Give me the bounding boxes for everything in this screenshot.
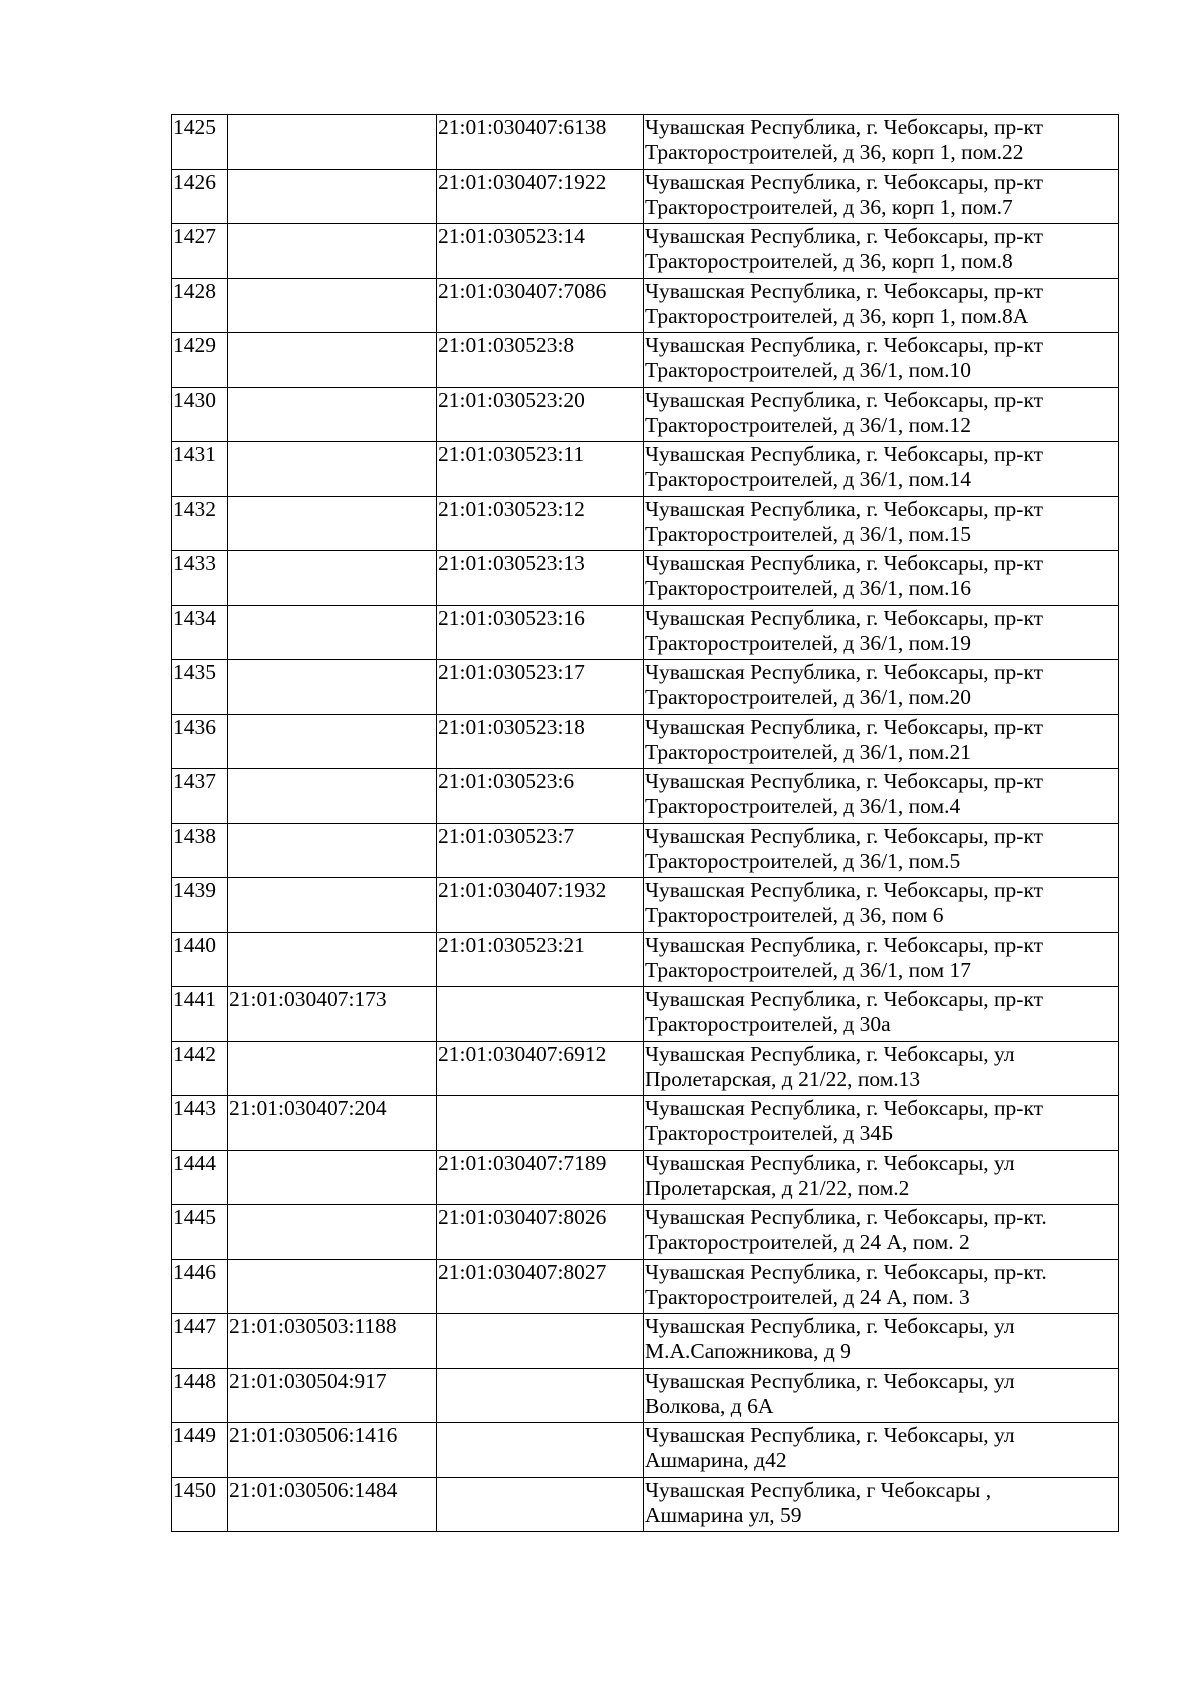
object-cadastral-number-cell: 21:01:030523:20 (437, 387, 644, 442)
table-row (172, 823, 1119, 878)
land-cadastral-number-cell (228, 551, 437, 606)
object-cadastral-number-cell: 21:01:030523:14 (437, 224, 644, 279)
table-row (172, 115, 1119, 170)
object-cadastral-number-cell: 21:01:030523:17 (437, 660, 644, 715)
row-number-cell: 1445 (172, 1205, 228, 1260)
address-cell (644, 278, 1119, 333)
address-cell (644, 769, 1119, 824)
land-cadastral-number-cell (228, 714, 437, 769)
address-line: Тракторостроителей, д 36, корп 1, пом.7 (645, 194, 1013, 219)
address-line: Ашмарина, д42 (645, 1448, 787, 1472)
address-line: Чувашская Республика, г. Чебоксары, пр-кт (645, 333, 1044, 357)
land-cadastral-number-cell: 21:01:030407:173 (228, 987, 437, 1042)
address-line: Тракторостроителей, д 24 А, пом. 3 (645, 1284, 970, 1309)
address-cell (644, 1314, 1119, 1369)
row-number-cell: 1448 (172, 1368, 228, 1423)
object-cadastral-number-cell: 21:01:030523:12 (437, 496, 644, 551)
address-line: Чувашская Республика, г. Чебоксары, пр-кт (645, 496, 1044, 521)
land-cadastral-number-cell (228, 1041, 437, 1096)
address-line: Тракторостроителей, д 34Б (645, 1121, 894, 1145)
land-cadastral-number-cell (228, 1150, 437, 1205)
address-line: Чувашская Республика, г. Чебоксары, пр-кт (645, 1096, 1044, 1120)
object-cadastral-number-cell: 21:01:030523:13 (437, 551, 644, 606)
address-line: Тракторостроителей, д 36/1, пом.19 (645, 630, 971, 655)
address-cell (644, 1477, 1119, 1532)
table-row (172, 551, 1119, 606)
address-line: Тракторостроителей, д 24 А, пом. 2 (645, 1230, 970, 1254)
table-row (172, 1259, 1119, 1314)
address-line: Чувашская Республика, г. Чебоксары, ул (645, 1150, 1015, 1175)
address-cell (644, 496, 1119, 551)
table-row (172, 1041, 1119, 1096)
land-cadastral-number-cell (228, 333, 437, 388)
row-number-cell: 1450 (172, 1477, 228, 1532)
object-cadastral-number-cell (437, 1423, 644, 1478)
object-cadastral-number-cell: 21:01:030523:8 (437, 333, 644, 388)
table-row (172, 224, 1119, 279)
object-cadastral-number-cell (437, 1314, 644, 1369)
row-number-cell: 1436 (172, 714, 228, 769)
land-cadastral-number-cell (228, 169, 437, 224)
table-row (172, 878, 1119, 933)
address-line: Чувашская Республика, г. Чебоксары, пр-кт (645, 823, 1044, 848)
table-row (172, 1368, 1119, 1423)
table-row (172, 278, 1119, 333)
table-row (172, 660, 1119, 715)
address-line: Тракторостроителей, д 36/1, пом.15 (645, 521, 971, 546)
address-line: Пролетарская, д 21/22, пом.2 (645, 1175, 910, 1200)
registry-table (171, 114, 1119, 1532)
address-line: Чувашская Республика, г. Чебоксары, ул (645, 1314, 1015, 1338)
address-cell (644, 714, 1119, 769)
table-row (172, 769, 1119, 824)
address-line: Тракторостроителей, д 36, корп 1, пом.8 (645, 249, 1013, 273)
table-row (172, 496, 1119, 551)
address-line: Тракторостроителей, д 36/1, пом.14 (645, 467, 971, 491)
object-cadastral-number-cell (437, 1477, 644, 1532)
row-number-cell: 1440 (172, 932, 228, 987)
address-line: Чувашская Республика, г. Чебоксары, пр-кт (645, 605, 1044, 630)
row-number-cell: 1441 (172, 987, 228, 1042)
address-cell (644, 1150, 1119, 1205)
row-number-cell: 1435 (172, 660, 228, 715)
address-line: Чувашская Республика, г. Чебоксары, пр-кт (645, 278, 1044, 303)
address-line: Тракторостроителей, д 36, корп 1, пом.22 (645, 140, 1024, 164)
address-line: Тракторостроителей, д 36/1, пом.21 (645, 739, 971, 764)
land-cadastral-number-cell (228, 878, 437, 933)
address-line: Чувашская Республика, г. Чебоксары, ул (645, 1041, 1015, 1066)
address-line: Тракторостроителей, д 36/1, пом.4 (645, 794, 961, 818)
address-line: Чувашская Республика, г. Чебоксары, пр-кт (645, 169, 1044, 194)
address-cell (644, 605, 1119, 660)
address-cell (644, 169, 1119, 224)
address-line: Чувашская Республика, г. Чебоксары, ул (645, 1368, 1015, 1393)
land-cadastral-number-cell (228, 660, 437, 715)
address-line: Чувашская Республика, г. Чебоксары, пр-кт (645, 987, 1044, 1011)
address-line: Пролетарская, д 21/22, пом.13 (645, 1066, 921, 1091)
address-cell (644, 1205, 1119, 1260)
object-cadastral-number-cell: 21:01:030523:16 (437, 605, 644, 660)
row-number-cell: 1442 (172, 1041, 228, 1096)
object-cadastral-number-cell (437, 1096, 644, 1151)
address-line: Чувашская Республика, г. Чебоксары, пр-кт (645, 551, 1044, 575)
table-row (172, 333, 1119, 388)
address-cell (644, 442, 1119, 497)
land-cadastral-number-cell: 21:01:030506:1416 (228, 1423, 437, 1478)
address-line: Чувашская Республика, г. Чебоксары, пр-кт (645, 224, 1044, 248)
land-cadastral-number-cell (228, 115, 437, 170)
land-cadastral-number-cell: 21:01:030504:917 (228, 1368, 437, 1423)
land-cadastral-number-cell (228, 224, 437, 279)
land-cadastral-number-cell: 21:01:030407:204 (228, 1096, 437, 1151)
table-row (172, 714, 1119, 769)
address-line: Тракторостроителей, д 36/1, пом.16 (645, 576, 971, 600)
table-row (172, 1314, 1119, 1369)
address-line: Чувашская Республика, г. Чебоксары, пр-кт. (645, 1259, 1047, 1284)
object-cadastral-number-cell: 21:01:030407:1932 (437, 878, 644, 933)
address-cell (644, 224, 1119, 279)
land-cadastral-number-cell (228, 442, 437, 497)
row-number-cell: 1443 (172, 1096, 228, 1151)
address-line: Чувашская Республика, г. Чебоксары, пр-кт (645, 387, 1044, 412)
row-number-cell: 1429 (172, 333, 228, 388)
address-line: Тракторостроителей, д 36/1, пом 17 (645, 957, 971, 982)
address-cell (644, 115, 1119, 170)
object-cadastral-number-cell: 21:01:030407:8027 (437, 1259, 644, 1314)
address-line: Чувашская Республика, г. Чебоксары, пр-кт (645, 115, 1044, 139)
object-cadastral-number-cell: 21:01:030407:8026 (437, 1205, 644, 1260)
land-cadastral-number-cell (228, 496, 437, 551)
address-cell (644, 878, 1119, 933)
row-number-cell: 1434 (172, 605, 228, 660)
address-line: Волкова, д 6А (645, 1393, 774, 1418)
table-row (172, 1423, 1119, 1478)
address-cell (644, 1423, 1119, 1478)
object-cadastral-number-cell: 21:01:030523:6 (437, 769, 644, 824)
address-cell (644, 987, 1119, 1042)
land-cadastral-number-cell (228, 1205, 437, 1260)
object-cadastral-number-cell: 21:01:030523:21 (437, 932, 644, 987)
address-cell (644, 660, 1119, 715)
address-cell (644, 1368, 1119, 1423)
land-cadastral-number-cell (228, 278, 437, 333)
land-cadastral-number-cell (228, 769, 437, 824)
registry-table-body (172, 115, 1119, 1532)
address-cell (644, 551, 1119, 606)
row-number-cell: 1425 (172, 115, 228, 170)
row-number-cell: 1446 (172, 1259, 228, 1314)
address-line: Тракторостроителей, д 36/1, пом.12 (645, 412, 971, 437)
address-line: Чувашская Республика, г. Чебоксары, ул (645, 1423, 1015, 1447)
object-cadastral-number-cell: 21:01:030407:7086 (437, 278, 644, 333)
object-cadastral-number-cell: 21:01:030407:6138 (437, 115, 644, 170)
address-cell (644, 1096, 1119, 1151)
row-number-cell: 1431 (172, 442, 228, 497)
address-line: Чувашская Республика, г. Чебоксары, пр-кт (645, 932, 1044, 957)
object-cadastral-number-cell: 21:01:030523:11 (437, 442, 644, 497)
address-line: Чувашская Республика, г. Чебоксары, пр-кт (645, 878, 1044, 902)
row-number-cell: 1432 (172, 496, 228, 551)
address-cell (644, 932, 1119, 987)
address-cell (644, 333, 1119, 388)
address-line: Тракторостроителей, д 36, корп 1, пом.8А (645, 303, 1029, 328)
address-line: Чувашская Республика, г Чебоксары , (645, 1477, 992, 1502)
row-number-cell: 1438 (172, 823, 228, 878)
table-row (172, 987, 1119, 1042)
address-line: Чувашская Республика, г. Чебоксары, пр-кт (645, 442, 1044, 466)
row-number-cell: 1433 (172, 551, 228, 606)
address-line: Чувашская Республика, г. Чебоксары, пр-кт (645, 660, 1044, 684)
address-cell (644, 387, 1119, 442)
row-number-cell: 1428 (172, 278, 228, 333)
table-row (172, 169, 1119, 224)
object-cadastral-number-cell: 21:01:030407:7189 (437, 1150, 644, 1205)
row-number-cell: 1449 (172, 1423, 228, 1478)
address-line: Тракторостроителей, д 36/1, пом.10 (645, 358, 971, 382)
object-cadastral-number-cell (437, 1368, 644, 1423)
land-cadastral-number-cell: 21:01:030506:1484 (228, 1477, 437, 1532)
row-number-cell: 1430 (172, 387, 228, 442)
table-row (172, 1205, 1119, 1260)
table-row (172, 605, 1119, 660)
land-cadastral-number-cell (228, 1259, 437, 1314)
land-cadastral-number-cell: 21:01:030503:1188 (228, 1314, 437, 1369)
object-cadastral-number-cell: 21:01:030407:1922 (437, 169, 644, 224)
address-line: Тракторостроителей, д 30а (645, 1012, 891, 1036)
object-cadastral-number-cell (437, 987, 644, 1042)
address-line: Чувашская Республика, г. Чебоксары, пр-кт (645, 769, 1044, 793)
row-number-cell: 1427 (172, 224, 228, 279)
row-number-cell: 1437 (172, 769, 228, 824)
address-line: М.А.Сапожникова, д 9 (645, 1339, 851, 1363)
address-line: Тракторостроителей, д 36/1, пом.5 (645, 848, 961, 873)
land-cadastral-number-cell (228, 932, 437, 987)
table-row (172, 387, 1119, 442)
object-cadastral-number-cell: 21:01:030523:7 (437, 823, 644, 878)
table-row (172, 1477, 1119, 1532)
address-cell (644, 1259, 1119, 1314)
row-number-cell: 1439 (172, 878, 228, 933)
row-number-cell: 1426 (172, 169, 228, 224)
land-cadastral-number-cell (228, 605, 437, 660)
table-row (172, 1096, 1119, 1151)
row-number-cell: 1444 (172, 1150, 228, 1205)
land-cadastral-number-cell (228, 387, 437, 442)
address-line: Чувашская Республика, г. Чебоксары, пр-кт (645, 714, 1044, 739)
object-cadastral-number-cell: 21:01:030407:6912 (437, 1041, 644, 1096)
row-number-cell: 1447 (172, 1314, 228, 1369)
object-cadastral-number-cell: 21:01:030523:18 (437, 714, 644, 769)
address-line: Тракторостроителей, д 36/1, пом.20 (645, 685, 971, 709)
address-cell (644, 823, 1119, 878)
table-row (172, 932, 1119, 987)
table-row (172, 442, 1119, 497)
address-cell (644, 1041, 1119, 1096)
table-row (172, 1150, 1119, 1205)
address-line: Чувашская Республика, г. Чебоксары, пр-кт. (645, 1205, 1047, 1229)
address-line: Ашмарина ул, 59 (645, 1502, 802, 1527)
land-cadastral-number-cell (228, 823, 437, 878)
address-line: Тракторостроителей, д 36, пом 6 (645, 903, 944, 927)
